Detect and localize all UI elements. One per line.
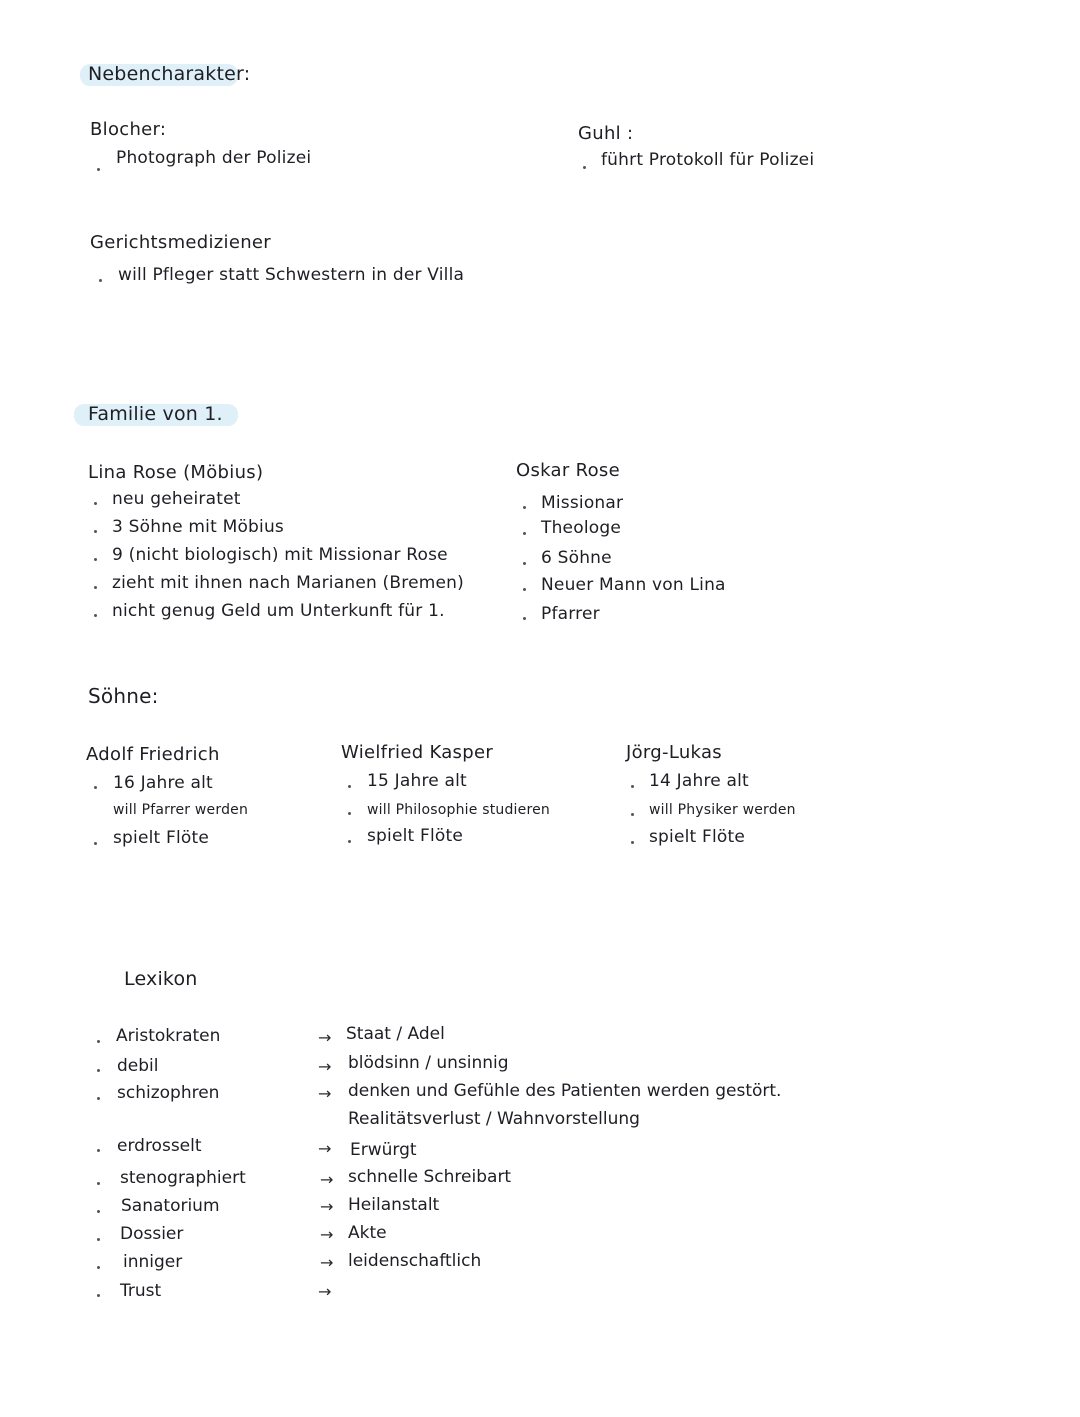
character-name-guhl: Guhl : [578,123,634,144]
son-item: 14 Jahre alt [649,771,749,791]
oskar-item: Missionar [541,493,624,513]
lexikon-term: schizophren [117,1083,220,1103]
lexikon-definition: Erwürgt [350,1140,417,1160]
oskar-item: Pfarrer [541,604,600,624]
lexikon-definition: schnelle Schreibart [348,1167,512,1187]
lexikon-definition-cont: Realitätsverlust / Wahnvorstellung [348,1109,640,1129]
lexikon-definition: blödsinn / unsinnig [348,1053,509,1073]
lexikon-term: erdrosselt [117,1136,202,1156]
bullet [97,1238,100,1241]
bullet [94,586,97,589]
oskar-item: 6 Söhne [541,548,612,568]
section-heading-familie: Familie von 1. [88,403,223,425]
lexikon-definition: Staat / Adel [346,1024,445,1044]
bullet [523,617,526,620]
blocher-item: Photograph der Polizei [116,148,312,168]
bullet [523,532,526,535]
lexikon-term: Dossier [120,1224,184,1244]
bullet [97,1294,100,1297]
bullet [348,812,351,815]
bullet [94,558,97,561]
bullet [97,1182,100,1185]
lexikon-term: debil [117,1056,159,1076]
lina-item: neu geheiratet [112,489,241,509]
bullet [94,614,97,617]
bullet [523,562,526,565]
arrow-icon: → [318,1282,332,1301]
bullet [348,785,351,788]
bullet [631,813,634,816]
son-item: will Pfarrer werden [113,802,249,818]
son-name: Adolf Friedrich [86,744,220,765]
son-item: 15 Jahre alt [367,771,467,791]
lina-item: nicht genug Geld um Unterkunft für 1. [112,601,445,621]
bullet [94,842,97,845]
lina-item: zieht mit ihnen nach Marianen (Bremen) [112,573,464,593]
bullet [94,502,97,505]
son-item: spielt Flöte [649,827,746,847]
section-heading-lexikon: Lexikon [124,968,198,990]
arrow-icon: → [318,1084,332,1103]
son-item: will Philosophie studieren [367,802,550,818]
oskar-item: Theologe [541,518,621,538]
lexikon-term: stenographiert [120,1168,246,1188]
bullet [99,279,102,282]
son-item: 16 Jahre alt [113,773,213,793]
bullet [97,1069,100,1072]
lina-item: 9 (nicht biologisch) mit Missionar Rose [112,545,448,565]
bullet [94,786,97,789]
arrow-icon: → [320,1197,334,1216]
arrow-icon: → [320,1170,334,1189]
bullet [97,1266,100,1269]
son-name: Jörg-Lukas [626,742,722,763]
bullet [348,840,351,843]
lexikon-definition: leidenschaftlich [348,1251,482,1271]
bullet [97,1040,100,1043]
lina-item: 3 Söhne mit Möbius [112,517,284,537]
lexikon-definition: Akte [348,1223,387,1243]
lexikon-definition: denken und Gefühle des Patienten werden gestört. [348,1081,782,1101]
section-heading-nebencharaktere: Nebencharakter: [88,63,251,85]
gerichtsmediziner-item: will Pfleger statt Schwestern in der Villa [118,265,465,285]
bullet [97,1210,100,1213]
son-item: spielt Flöte [113,828,210,848]
lexikon-term: Sanatorium [121,1196,220,1216]
lexikon-term: Aristokraten [116,1026,221,1046]
arrow-icon: → [318,1028,332,1047]
oskar-item: Neuer Mann von Lina [541,575,726,595]
bullet [631,841,634,844]
character-name-oskar: Oskar Rose [516,460,620,481]
bullet [97,1149,100,1152]
character-name-gerichtsmediziner: Gerichtsmediziener [90,232,272,253]
son-item: spielt Flöte [367,826,464,846]
bullet [523,506,526,509]
section-heading-soehne: Söhne: [88,684,159,708]
lexikon-definition: Heilanstalt [348,1195,440,1215]
bullet [97,1097,100,1100]
bullet [631,785,634,788]
arrow-icon: → [320,1225,334,1244]
arrow-icon: → [318,1139,332,1158]
lexikon-term: inniger [123,1252,183,1272]
character-name-blocher: Blocher: [90,119,167,140]
character-name-lina: Lina Rose (Möbius) [88,462,264,483]
son-name: Wielfried Kasper [341,742,494,763]
son-item: will Physiker werden [649,802,796,818]
bullet [94,530,97,533]
arrow-icon: → [320,1253,334,1272]
lexikon-term: Trust [120,1281,162,1301]
bullet [583,166,586,169]
bullet [523,588,526,591]
bullet [97,168,100,171]
arrow-icon: → [318,1057,332,1076]
guhl-item: führt Protokoll für Polizei [601,150,815,170]
